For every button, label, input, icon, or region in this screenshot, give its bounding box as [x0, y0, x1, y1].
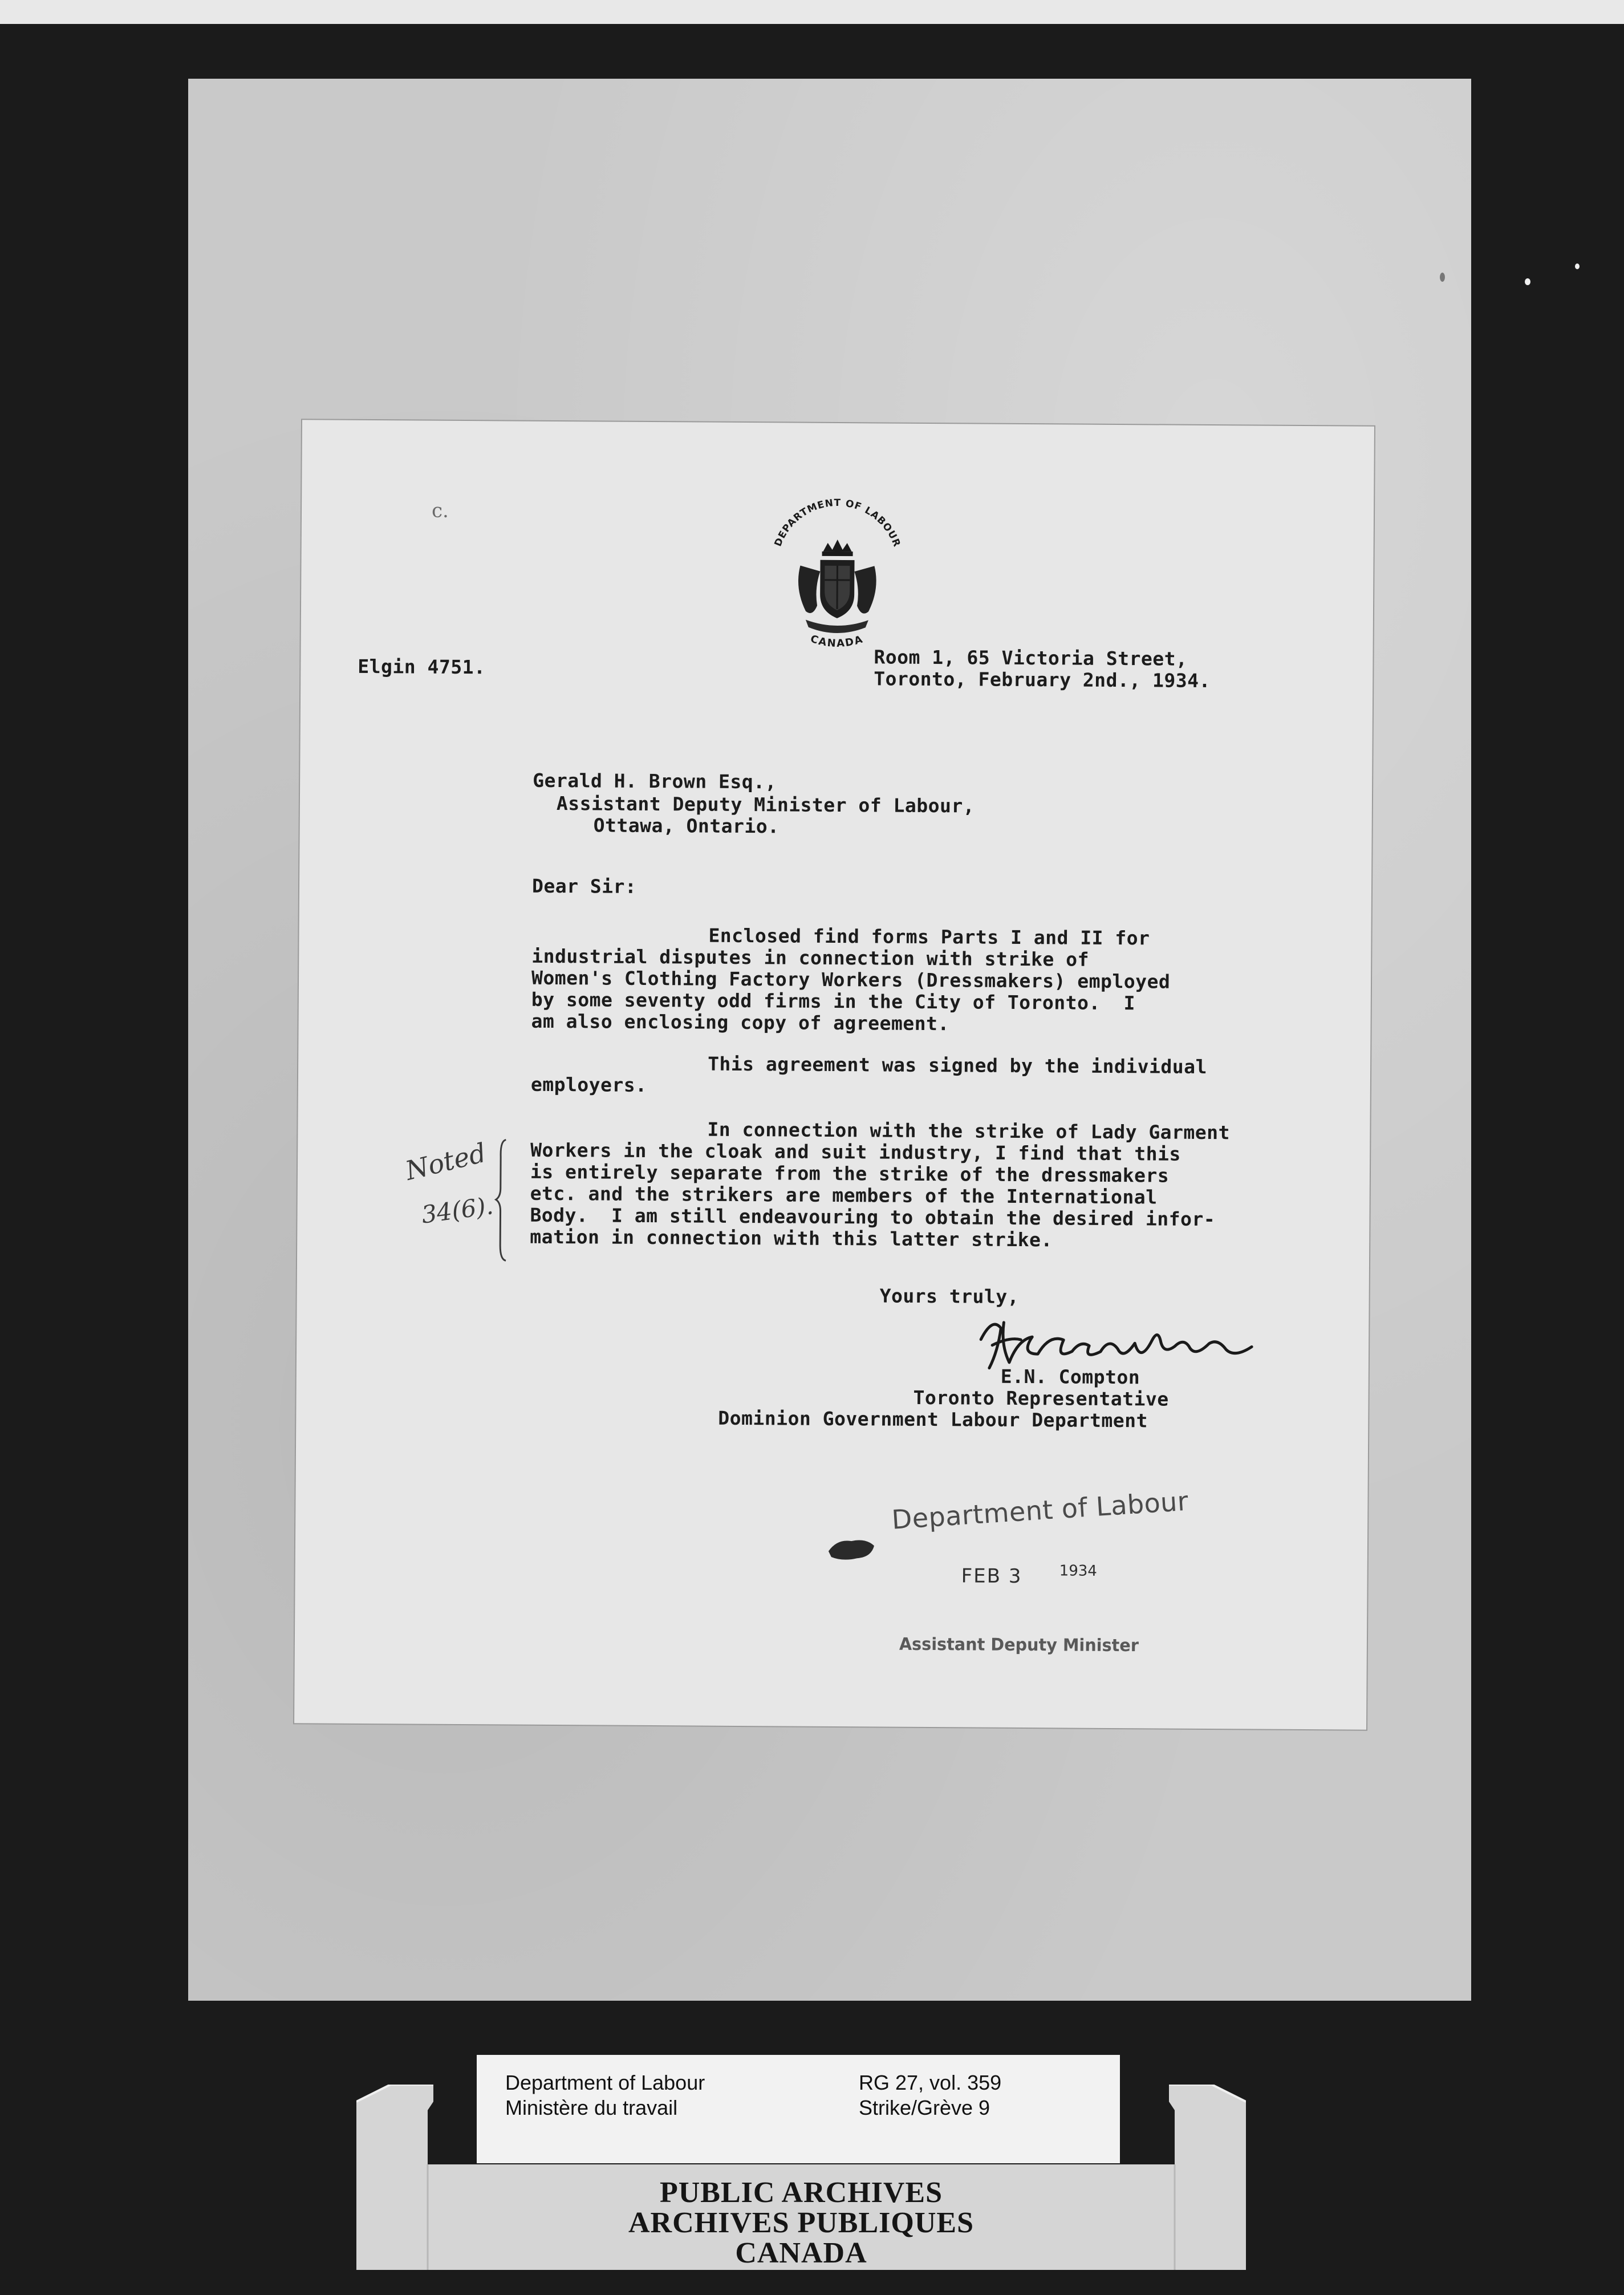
signatory-title: Toronto Representative — [913, 1386, 1169, 1410]
label-dept-en: Department of Labour — [505, 2071, 705, 2094]
paragraph-2-line: employers. — [530, 1073, 647, 1096]
paragraph-1-line: Enclosed find forms Parts I and II for — [708, 924, 1150, 950]
received-stamp-year: 1934 — [1059, 1562, 1097, 1580]
paragraph-3-line: Workers in the cloak and suit industry, I find that this — [530, 1138, 1181, 1165]
address-line-2: Toronto, February 2nd., 1934. — [874, 667, 1211, 692]
paragraph-2-line: This agreement was signed by the individual — [708, 1052, 1208, 1078]
archive-title-en: PUBLIC ARCHIVES — [659, 2176, 943, 2209]
paragraph-3-line: etc. and the strikers are members of the International — [530, 1182, 1158, 1209]
dust-speck — [1525, 278, 1530, 285]
dust-speck — [1575, 263, 1580, 269]
archive-holder-text — [356, 2162, 1246, 2276]
marginal-note-line-2: 34(6). — [420, 1191, 495, 1229]
label-record-group: RG 27, vol. 359 — [859, 2071, 1002, 2094]
phone-number: Elgin 4751. — [358, 655, 486, 679]
department-crest — [760, 497, 915, 658]
received-stamp-department: Department of Labour — [891, 1485, 1189, 1535]
paragraph-3-line: is entirely separate from the strike of the dressmakers — [530, 1160, 1170, 1187]
letter-page — [294, 420, 1374, 1729]
pencil-mark: c. — [431, 499, 449, 522]
paragraph-1-line: Women's Clothing Factory Workers (Dressmakers) employed — [531, 966, 1171, 993]
received-stamp-office — [899, 1633, 1184, 1657]
marginal-note-line-1: Noted — [402, 1137, 489, 1186]
address-line-1: Room 1, 65 Victoria Street, — [874, 646, 1188, 670]
archive-title-fr: ARCHIVES PUBLIQUES — [628, 2207, 975, 2239]
signatory-name: E.N. Compton — [1000, 1365, 1140, 1389]
ink-blot — [826, 1534, 877, 1563]
film-edge — [0, 0, 1624, 24]
archive-label — [477, 2055, 1120, 2163]
marginal-note — [400, 1133, 514, 1265]
paragraph-3-line: In connection with the strike of Lady Garment — [707, 1118, 1231, 1144]
paragraph-1-line: by some seventy odd firms in the City of Toronto. I — [531, 988, 1136, 1015]
recipient-location: Ottawa, Ontario. — [593, 814, 779, 838]
archive-title-country: CANADA — [735, 2237, 867, 2269]
signatory-department: Dominion Government Labour Department — [718, 1406, 1148, 1432]
paragraph-3-line: Body. I am still endeavouring to obtain the desired infor- — [530, 1203, 1216, 1231]
recipient-name: Gerald H. Brown Esq., — [533, 769, 777, 793]
label-strike-number: Strike/Grève 9 — [859, 2096, 990, 2119]
crest-top-text: DEPARTMENT OF LABOUR — [772, 497, 903, 549]
paragraph-3-line: mation in connection with this latter strike. — [530, 1225, 1053, 1251]
crest-bottom-text: CANADA — [809, 632, 865, 650]
paragraph-1-line: am also enclosing copy of agreement. — [531, 1009, 949, 1035]
received-stamp-office-text: Assistant Deputy Minister — [899, 1634, 1150, 1656]
paragraph-1-line: industrial disputes in connection with strike of — [531, 944, 1090, 971]
recipient-title: Assistant Deputy Minister of Labour, — [556, 792, 975, 817]
label-dept-fr: Ministère du travail — [505, 2096, 678, 2119]
salutation: Dear Sir: — [531, 874, 637, 898]
closing: Yours truly, — [879, 1284, 1020, 1308]
dust-speck — [1440, 273, 1445, 282]
received-stamp-date: FEB 3 — [961, 1564, 1022, 1588]
